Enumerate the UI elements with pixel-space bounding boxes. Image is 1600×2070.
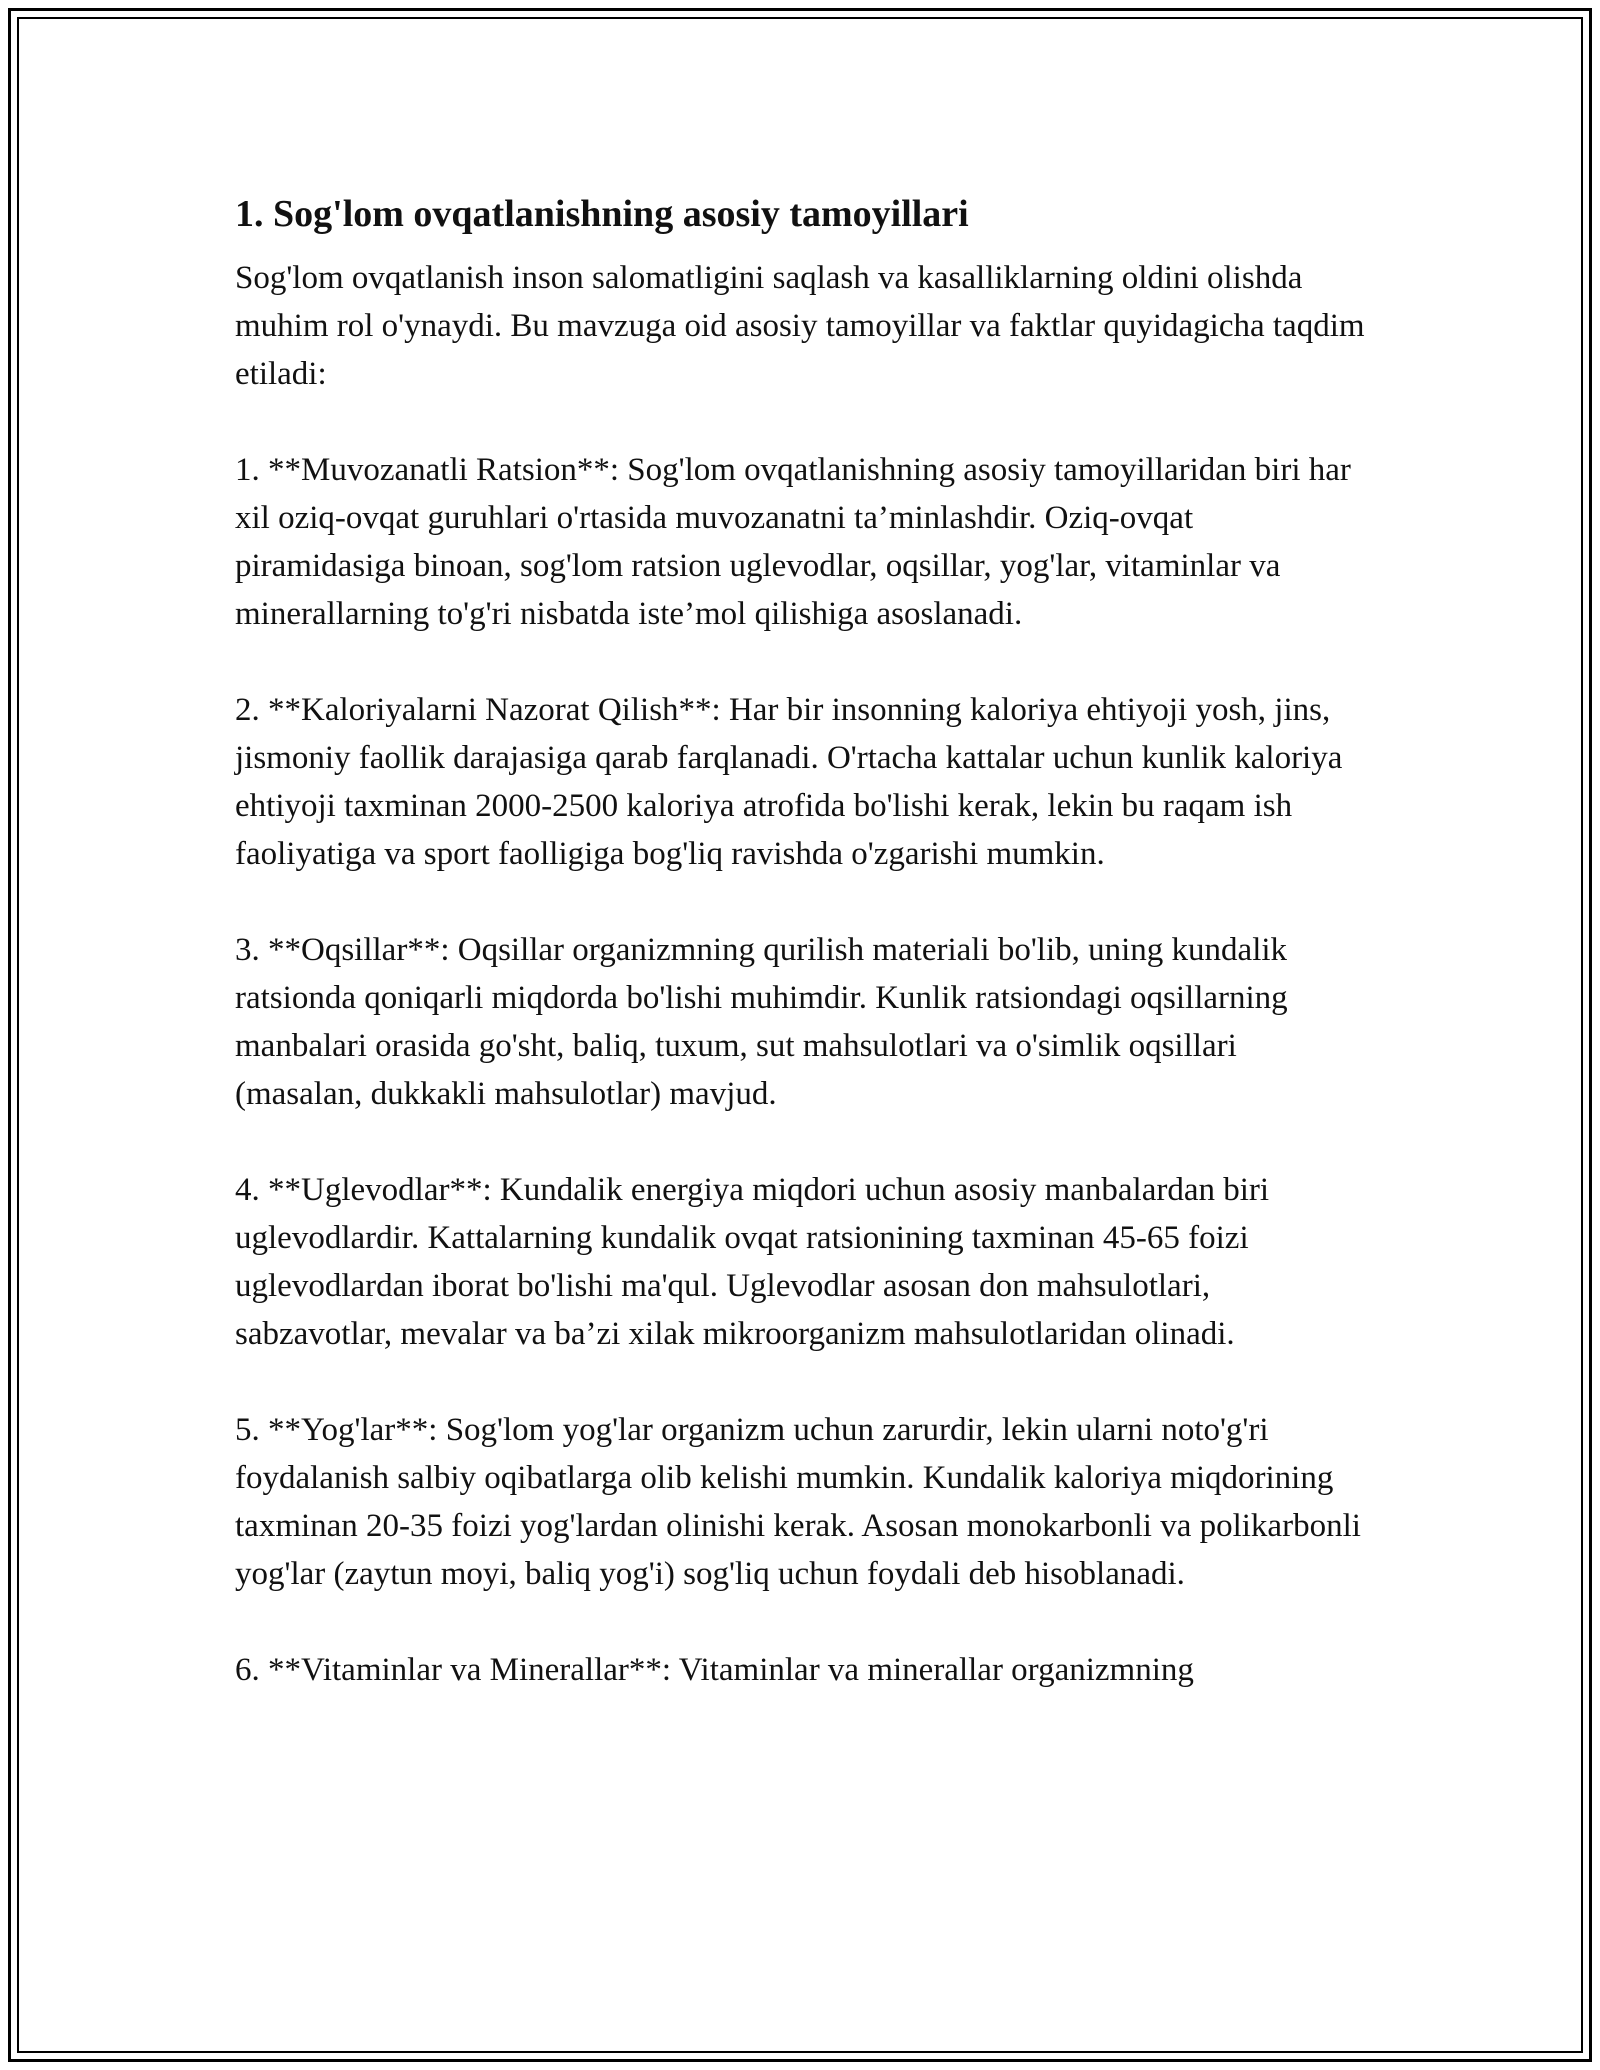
paragraph-proteins: 3. **Oqsillar**: Oqsillar organizmning qurilish materiali bo'lib, uning kundalik ratsionda qoniqarli miqdorda bo'lishi muhimdir. Kunlik ratsiondagi oqsillarning manbalari orasida go'sht, baliq, tuxum, sut mahsulotlari va o'simlik oqsillari (masalan, dukkakli mahsulotlar) mavjud. <box>235 932 1288 1112</box>
intro-paragraph: Sog'lom ovqatlanish inson salomatligini saqlash va kasalliklarning oldini olishda muhim rol o'ynaydi. Bu mavzuga oid asosiy tamoyillar va faktlar quyidagicha taqdim etiladi: <box>235 260 1365 392</box>
document-body <box>235 186 1370 1694</box>
paragraph-balanced-diet: 1. **Muvozanatli Ratsion**: Sog'lom ovqatlanishning asosiy tamoyillaridan biri har xil oziq-ovqat guruhlari o'rtasida muvozanatni ta’minlashdir. Oziq-ovqat piramidasiga binoan, sog'lom ratsion uglevodlar, oqsillar, yog'lar, vitaminlar va minerallarning to'g'ri nisbatda iste’mol qilishiga asoslanadi. <box>235 452 1351 632</box>
paragraph-fats: 5. **Yog'lar**: Sog'lom yog'lar organizm uchun zarurdir, lekin ularni noto'g'ri foydalanish salbiy oqibatlarga olib kelishi mumkin. Kundalik kaloriya miqdorining taxminan 20-35 foizi yog'lardan olinishi kerak. Asosan monokarbonli va polikarbonli yog'lar (zaytun moyi, baliq yog'i) sog'liq uchun foydali deb hisoblanadi. <box>235 1412 1361 1592</box>
paragraph-carbohydrates: 4. **Uglevodlar**: Kundalik energiya miqdori uchun asosiy manbalardan biri uglevodlardir. Kattalarning kundalik ovqat ratsionining taxminan 45-65 foizi uglevodlardan iborat bo'lishi ma'qul. Uglevodlar asosan don mahsulotlari, sabzavotlar, mevalar va ba’zi xilak mikroorganizm mahsulotlaridan olinadi. <box>235 1172 1270 1352</box>
paragraph-calorie-control: 2. **Kaloriyalarni Nazorat Qilish**: Har bir insonning kaloriya ehtiyoji yosh, jins, jismoniy faollik darajasiga qarab farqlanadi. O'rtacha kattalar uchun kunlik kaloriya ehtiyoji taxminan 2000-2500 kaloriya atrofida bo'lishi kerak, lekin bu raqam ish faoliyatiga va sport faolligiga bog'liq ravishda o'zgarishi mumkin. <box>235 692 1343 872</box>
paragraph-vitamins-minerals: 6. **Vitaminlar va Minerallar**: Vitaminlar va minerallar organizmning <box>235 1652 1194 1688</box>
section-heading: 1. Sog'lom ovqatlanishning asosiy tamoyillari <box>235 193 969 235</box>
